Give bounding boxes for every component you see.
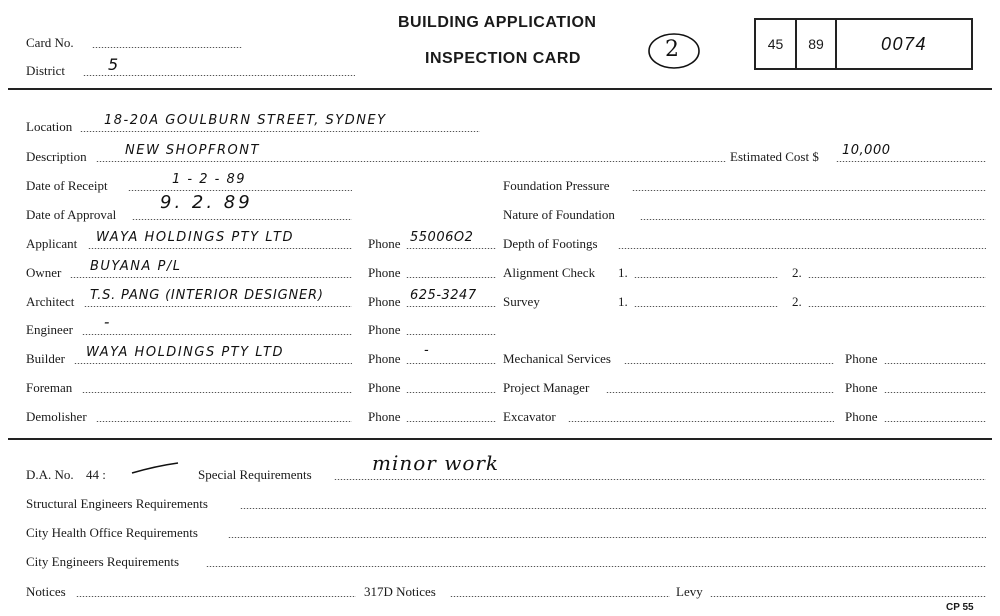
ref-cell-1: 45	[767, 36, 784, 52]
foreman-label: Foreman	[26, 380, 73, 395]
builder-line	[74, 363, 352, 364]
engineer-value: -	[104, 313, 111, 331]
description-value: NEW SHOPFRONT	[125, 143, 260, 158]
card-no-line	[92, 47, 242, 48]
location-line	[80, 131, 480, 132]
builder-phone-line	[406, 363, 496, 364]
owner-phone-line	[406, 277, 496, 278]
form-title-line2: INSPECTION CARD	[425, 50, 581, 67]
top-divider	[8, 88, 992, 90]
builder-value: WAYA HOLDINGS PTY LTD	[86, 345, 284, 360]
foreman-phone-label: Phone	[368, 380, 401, 395]
architect-line	[84, 306, 352, 307]
owner-phone-label: Phone	[368, 265, 401, 280]
mechanical-services-line	[624, 363, 834, 364]
survey-line1	[634, 306, 778, 307]
architect-label: Architect	[26, 294, 75, 309]
district-line	[83, 75, 355, 76]
notices-317d-label: 317D Notices	[364, 584, 436, 599]
excavator-phone-label: Phone	[845, 409, 878, 424]
excavator-phone-line	[884, 421, 986, 422]
city-engineers-line	[206, 566, 986, 567]
excavator-line	[568, 421, 834, 422]
estimated-cost-line	[836, 161, 986, 162]
ref-cell-2: 89	[795, 20, 835, 68]
foreman-phone-line	[406, 392, 496, 393]
nature-of-foundation-label: Nature of Foundation	[503, 207, 615, 222]
alignment-check-line2	[808, 277, 986, 278]
date-of-approval-label: Date of Approval	[26, 207, 117, 222]
levy-label: Levy	[676, 584, 703, 599]
mechanical-services-phone-label: Phone	[845, 351, 878, 366]
applicant-label: Applicant	[26, 236, 78, 251]
demolisher-phone-line	[406, 421, 496, 422]
applicant-value: WAYA HOLDINGS PTY LTD	[96, 230, 294, 245]
location-value: 18-20A GOULBURN STREET, SYDNEY	[104, 113, 387, 128]
excavator-label: Excavator	[503, 409, 556, 424]
structural-engineers-label: Structural Engineers Requirements	[26, 496, 208, 511]
survey-n2: 2.	[792, 294, 802, 309]
applicant-phone-label: Phone	[368, 236, 401, 251]
location-label: Location	[26, 119, 73, 134]
survey-label: Survey	[503, 294, 540, 309]
applicant-phone-line	[406, 248, 496, 249]
project-manager-phone-label: Phone	[845, 380, 878, 395]
estimated-cost-label: Estimated Cost $	[730, 149, 819, 164]
architect-value: T.S. PANG (INTERIOR DESIGNER)	[90, 288, 324, 303]
special-requirements-line	[334, 479, 986, 480]
date-of-approval-line	[132, 219, 352, 220]
date-of-approval-value: 9. 2. 89	[160, 192, 253, 213]
da-no-dash-mark	[130, 460, 182, 476]
engineer-phone-line	[406, 334, 496, 335]
levy-line	[710, 596, 986, 597]
form-code: CP 55	[946, 602, 974, 613]
alignment-check-line1	[634, 277, 778, 278]
alignment-check-n2: 2.	[792, 265, 802, 280]
project-manager-line	[606, 392, 834, 393]
demolisher-line	[96, 421, 352, 422]
foundation-pressure-line	[632, 190, 986, 191]
middle-divider	[8, 438, 992, 440]
engineer-phone-label: Phone	[368, 322, 401, 337]
applicant-phone-value: 55006O2	[410, 230, 474, 245]
alignment-check-n1: 1.	[618, 265, 628, 280]
architect-phone-value: 625-3247	[410, 288, 477, 303]
owner-value: BUYANA P/L	[90, 259, 182, 274]
depth-of-footings-line	[618, 248, 986, 249]
builder-phone-label: Phone	[368, 351, 401, 366]
nature-of-foundation-line	[640, 219, 986, 220]
date-of-receipt-value: 1 - 2 - 89	[172, 172, 246, 187]
reference-number-box	[754, 18, 973, 70]
notices-317d-line	[450, 596, 670, 597]
engineer-label: Engineer	[26, 322, 73, 337]
foreman-line	[82, 392, 352, 393]
date-of-receipt-line	[128, 190, 352, 191]
form-title-line1: BUILDING APPLICATION	[398, 14, 597, 31]
da-no-label: D.A. No.	[26, 467, 74, 482]
architect-phone-label: Phone	[368, 294, 401, 309]
city-engineers-label: City Engineers Requirements	[26, 554, 180, 569]
owner-label: Owner	[26, 265, 62, 280]
estimated-cost-value: 10,000	[842, 143, 891, 158]
description-label: Description	[26, 149, 87, 164]
demolisher-label: Demolisher	[26, 409, 87, 424]
da-no-value: 44 :	[86, 467, 106, 482]
engineer-line	[82, 334, 352, 335]
alignment-check-label: Alignment Check	[503, 265, 596, 280]
demolisher-phone-label: Phone	[368, 409, 401, 424]
ref-cell-3: 0074	[835, 20, 971, 68]
applicant-line	[88, 248, 352, 249]
depth-of-footings-label: Depth of Footings	[503, 236, 598, 251]
mechanical-services-label: Mechanical Services	[503, 351, 611, 366]
mechanical-services-phone-line	[884, 363, 986, 364]
project-manager-phone-line	[884, 392, 986, 393]
survey-line2	[808, 306, 986, 307]
structural-engineers-line	[240, 508, 986, 509]
date-of-receipt-label: Date of Receipt	[26, 178, 108, 193]
circled-number: 2	[665, 37, 680, 62]
survey-n1: 1.	[618, 294, 628, 309]
owner-line	[70, 277, 352, 278]
special-requirements-value: minor work	[372, 451, 500, 475]
notices-label: Notices	[26, 584, 66, 599]
description-line	[96, 161, 726, 162]
special-requirements-label: Special Requirements	[198, 467, 312, 482]
card-no-label: Card No.	[26, 35, 74, 50]
builder-label: Builder	[26, 351, 65, 366]
district-value: 5	[108, 55, 120, 74]
city-health-line	[228, 537, 986, 538]
architect-phone-line	[406, 306, 496, 307]
district-label: District	[26, 63, 65, 78]
builder-phone-value: -	[424, 343, 431, 358]
city-health-label: City Health Office Requirements	[26, 525, 198, 540]
notices-line	[76, 596, 356, 597]
project-manager-label: Project Manager	[503, 380, 590, 395]
foundation-pressure-label: Foundation Pressure	[503, 178, 610, 193]
